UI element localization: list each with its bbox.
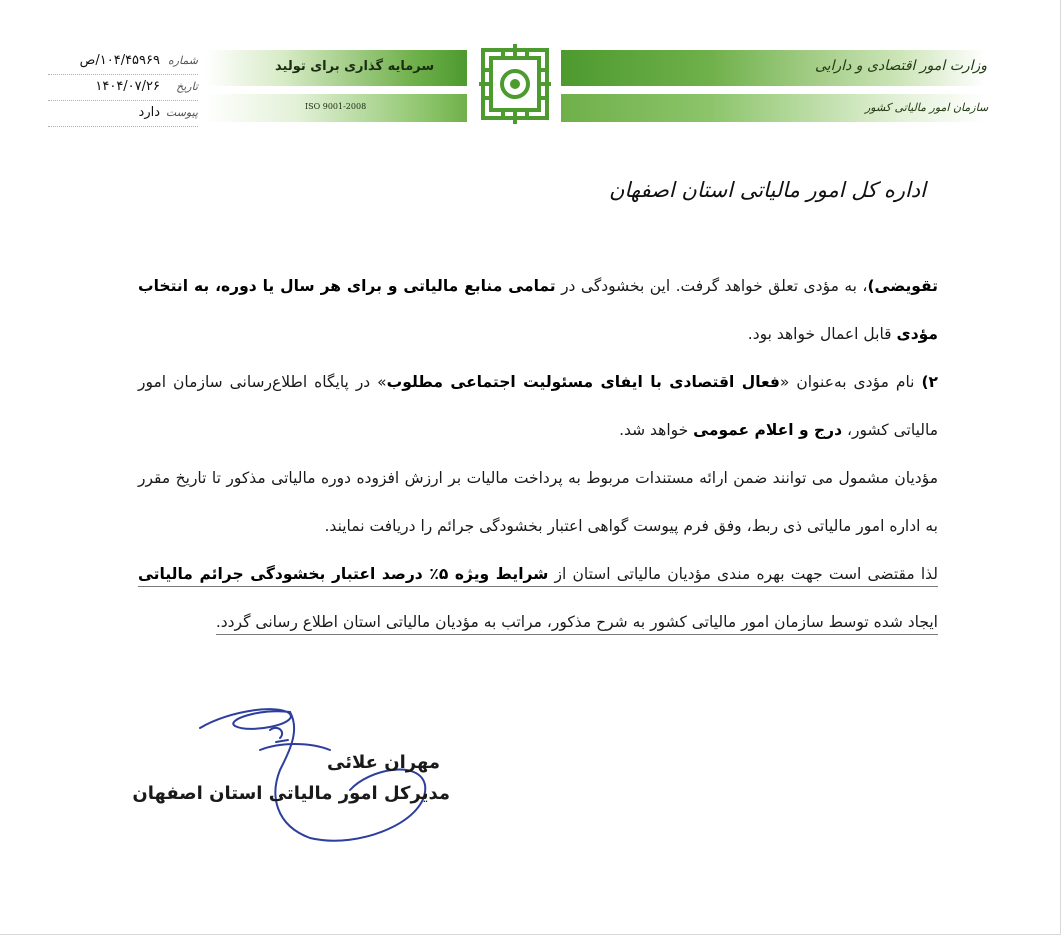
letter-body <box>138 262 938 646</box>
tax-organization-emblem-icon <box>475 40 555 128</box>
signatory-name: مهران علائی <box>327 752 440 773</box>
paragraph-3: مؤدیان مشمول می توانند ضمن ارائه مستندات مربوط به پرداخت مالیات بر ارزش افزوده دوره مالیاتی مذکور تا تاریخ مقرر به اداره امور مالیاتی ذی ربط، وفق فرم پیوست گواهی اعتبار بخشودگی جرائم را دریافت نمایند. <box>138 469 938 535</box>
p1-bold-1: تقویضی) <box>867 277 938 295</box>
p2-text-2: » در پایگاه اطلاع‌رسانی سازمان امور مالیاتی کشور، <box>138 373 938 439</box>
letter-date-label: تاریخ <box>176 80 198 93</box>
p1-text-1: ، به مؤدی تعلق خواهد گرفت. این بخشودگی در <box>555 277 868 295</box>
letter-number-label: شماره <box>167 54 198 67</box>
p1-text-2: قابل اعمال خواهد بود. <box>747 325 897 343</box>
letter-number-row <box>48 52 198 75</box>
iso-certification: ISO 9001-2008 <box>305 102 367 111</box>
p2-text-3: خواهد شد. <box>619 421 694 439</box>
p1-bold-2: تمامی منابع مالیاتی و برای هر سال یا دوره، به انتخاب مؤدی <box>138 277 938 343</box>
p2-text-1: نام مؤدی به‌عنوان « <box>779 373 922 391</box>
p2-bold-2: درج و اعلام عمومی <box>693 421 843 439</box>
letter-attachment-value: دارد <box>138 105 160 120</box>
p4-bold-1: شرایط ویژه ۵٪ درصد اعتبار بخشودگی جرائم مالیاتی <box>138 565 549 583</box>
office-title: اداره کل امور مالیاتی استان اصفهان <box>608 178 926 202</box>
letterhead <box>205 40 989 128</box>
letter-attachment-row <box>48 104 198 127</box>
handwritten-signature-icon <box>140 690 480 860</box>
signature-block <box>132 690 480 860</box>
p4-text-2: ایجاد شده توسط سازمان امور مالیاتی کشور به شرح مذکور، مراتب به مؤدیان مالیاتی استان اطلاع رسانی گردد. <box>215 613 938 631</box>
paragraph-2 <box>138 358 938 454</box>
slogan: سرمایه گذاری برای تولید <box>275 59 435 74</box>
letter-number-value: ۱۰۴/۴۵۹۶۹/ص <box>79 53 160 68</box>
p2-bold-1: فعال اقتصادی با ایفای مسئولیت اجتماعی مطلوب <box>386 373 780 391</box>
paragraph-1 <box>138 262 938 358</box>
letter-date-value: ۱۴۰۴/۰۷/۲۶ <box>95 79 160 94</box>
letter-attachment-label: پیوست <box>165 106 198 119</box>
p2-number: ۲) <box>921 373 938 391</box>
letter-date-row <box>48 78 198 101</box>
ministry-name: وزارت امور اقتصادی و دارایی <box>815 58 988 74</box>
p4-text-1: لذا مقتضی است جهت بهره مندی مؤدیان مالیاتی استان از <box>548 565 938 583</box>
signatory-title: مدیرکل امور مالیاتی استان اصفهان <box>132 783 450 804</box>
organization-name: سازمان امور مالیاتی کشور <box>865 101 989 114</box>
letter-meta <box>48 52 198 130</box>
paragraph-4 <box>138 550 938 646</box>
p4-underlined <box>138 565 938 635</box>
